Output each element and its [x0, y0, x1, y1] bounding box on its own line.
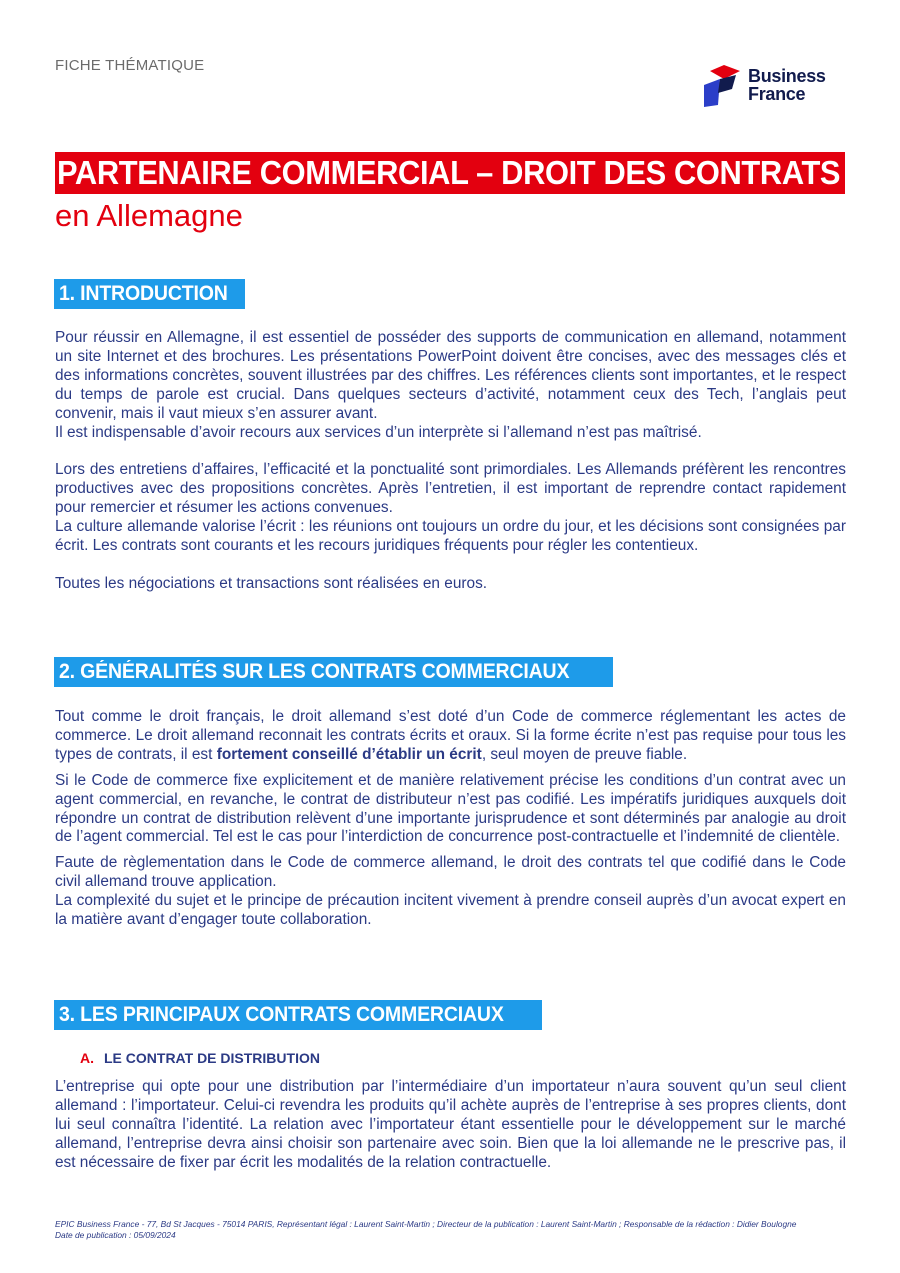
intro-paragraph: La culture allemande valorise l’écrit : les réunions ont toujours un ordre du jour, et les décisions sont consignées par écrit. Les contrats sont courants et les recours juridiques fréquents pour régler les contentieux. [55, 518, 846, 554]
subsection-label: LE CONTRAT DE DISTRIBUTION [104, 1050, 320, 1066]
page-subtitle: en Allemagne [55, 198, 243, 233]
page-footer [55, 1219, 846, 1240]
document-type-label: FICHE THÉMATIQUE [55, 57, 205, 74]
section-heading-introduction: 1. INTRODUCTION [54, 279, 245, 309]
subsection-heading-distribution [80, 1050, 320, 1066]
generalites-paragraph: Tout comme le droit français, le droit allemand s’est doté d’un Code de commerce réglementant les actes de commerce. Le droit allemand reconnait les contrats écrits et oraux. Si la forme écrite n’est pas requise pour tous les types de contrats, il est fortement conseillé d’établir un écrit, seul moyen de preuve fiable. [55, 708, 846, 763]
footer-publication-date: Date de publication : 05/09/2024 [55, 1229, 176, 1240]
generalites-paragraph: Si le Code de commerce fixe explicitement et de manière relativement précise les conditions d’un contrat avec un agent commercial, en revanche, le contrat de distributeur n’est pas codifié. Les impératifs juridiques auxquels doit répondre un contrat de distribution relèvent d’une importante jurisprudence et sont déterminés par analogie au droit de l’agent commercial. Tel est le cas pour l’interdiction de concurrence post-contractuelle et l’indemnité de clientèle. [55, 771, 846, 846]
intro-paragraph: Pour réussir en Allemagne, il est essentiel de posséder des supports de communication en allemand, notamment un site Internet et des brochures. Les présentations PowerPoint doivent être concises, avec des messages clés et des informations concrètes, souvent illustrées par des chiffres. Les références clients sont importantes, et le respect du temps de parole est crucial. Dans quelques secteurs d’activité, notamment ceux des Tech, l’anglais peut convenir, mais il vaut mieux s’en assurer avant. [55, 329, 846, 422]
distribution-text-block [55, 1078, 846, 1173]
subsection-letter: A. [80, 1050, 94, 1066]
page-title: PARTENAIRE COMMERCIAL – DROIT DES CONTRATS [57, 154, 841, 191]
intro-paragraph: Il est indispensable d’avoir recours aux services d’un interprète si l’allemand n’est pas maîtrisé. [55, 423, 702, 441]
section-heading-generalites: 2. GÉNÉRALITÉS SUR LES CONTRATS COMMERCIAUX [54, 657, 613, 687]
intro-paragraph: Toutes les négociations et transactions sont réalisées en euros. [55, 574, 488, 592]
generalites-paragraph: Faute de règlementation dans le Code de commerce allemand, le droit des contrats tel que codifié dans le Code civil allemand trouve application. [55, 854, 846, 891]
generalites-text-block [55, 708, 846, 930]
generalites-paragraph: La complexité du sujet et le principe de précaution incitent vivement à prendre conseil auprès d’un avocat expert en la matière avant d’engager toute collaboration. [55, 892, 846, 929]
business-france-logo [702, 65, 837, 107]
logo-text-line2: France [748, 84, 806, 104]
intro-text-block [55, 329, 846, 594]
emphasis-text: fortement conseillé d’établir un écrit [216, 745, 482, 763]
logo-text-line1: Business [748, 66, 826, 86]
section-heading-principaux-contrats: 3. LES PRINCIPAUX CONTRATS COMMERCIAUX [54, 1000, 542, 1030]
footer-legal-info: EPIC Business France - 77, Bd St Jacques - 75014 PARIS, Représentant légal : Laurent Saint-Martin ; Directeur de la publication : Laurent Saint-Martin ; Responsable de la rédaction : Didier Boulogne [55, 1219, 797, 1229]
distribution-paragraph: L’entreprise qui opte pour une distribution par l’intermédiaire d’un importateur n’aura souvent qu’un seul client allemand : l’importateur. Celui-ci revendra les produits qu’il achète auprès de l’entreprise à ses propres clients, dont lui seul connaîtra l’identité. La relation avec l’importateur étant essentielle pour le développement sur le marché allemand, l’entreprise devra ainsi choisir son partenaire avec soin. Bien que la loi allemande ne le prescrive pas, il est nécessaire de fixer par écrit les modalités de la relation contractuelle. [55, 1078, 846, 1171]
business-france-logo-icon [702, 65, 742, 107]
intro-paragraph: Lors des entretiens d’affaires, l’efficacité et la ponctualité sont primordiales. Les Allemands préfèrent les rencontres productives avec des propositions concrètes. Après l’entretien, il est important de reprendre contact rapidement pour remercier et résumer les actions convenues. [55, 461, 846, 517]
